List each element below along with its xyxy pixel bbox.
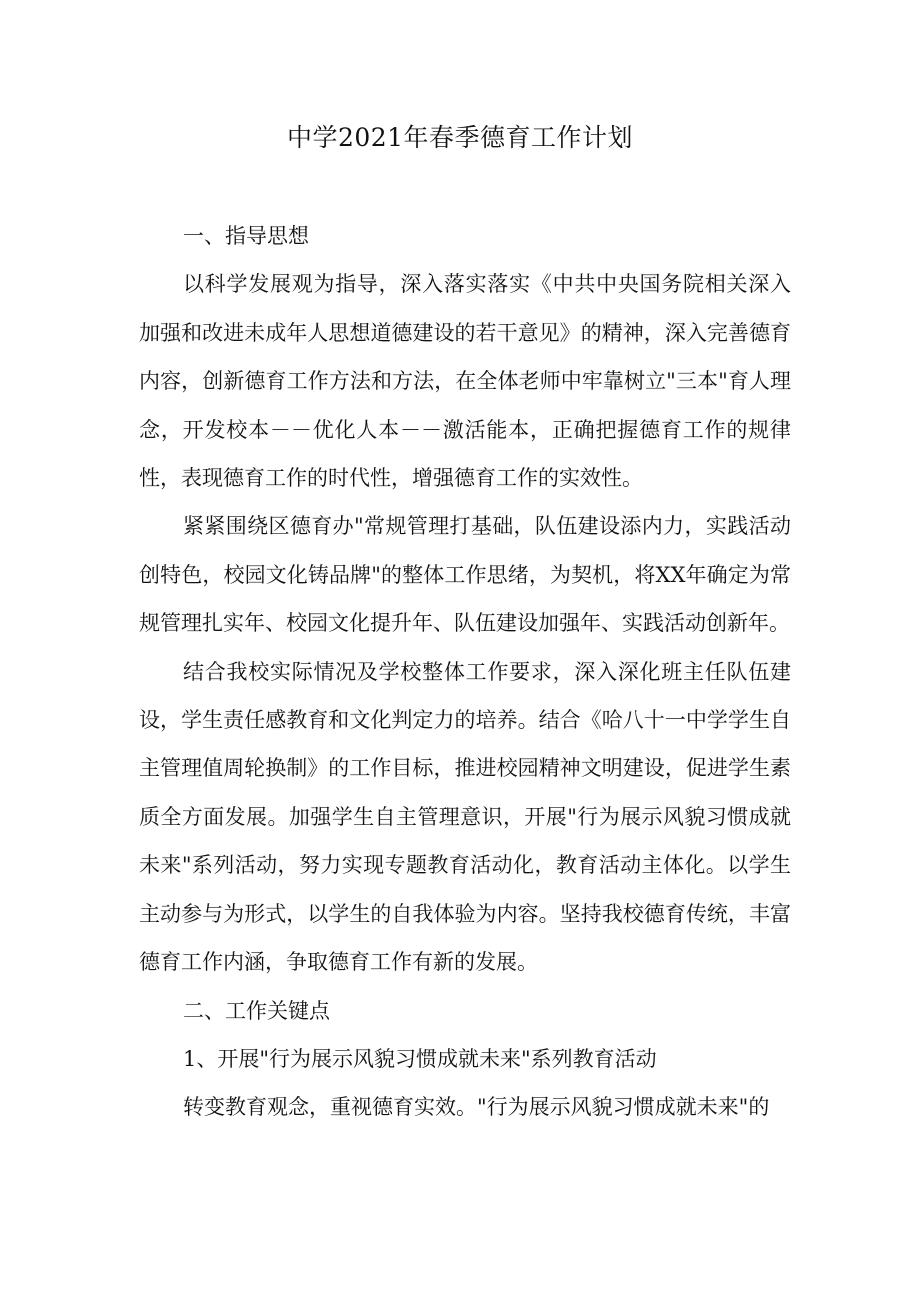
paragraph-work-themes: 紧紧围绕区德育办"常规管理打基础，队伍建设添内力，实践活动创特色，校园文化铸品牌"的整体工作思绪，为契机，将XX年确定为常规管理扎实年、校园文化提升年、队伍建设加强年、实践活动创新年。 (139, 514, 791, 636)
section-heading-key-points: 二、工作关键点 (183, 998, 330, 1023)
section-heading-guiding-ideology: 一、指导思想 (183, 224, 309, 248)
document-body (139, 212, 791, 1132)
document-title: 中学2021年春季德育工作计划 (286, 123, 634, 152)
paragraph-guiding-principle: 以科学发展观为指导，深入落实落实《中共中央国务院相关深入加强和改进未成年人思想道德建设的若干意见》的精神，深入完善德育内容，创新德育工作方法和方法，在全体老师中牢靠树立"三本"育人理念，开发校本－－优化人本－－激活能本，正确把握德育工作的规律性，表现德育工作的时代性，增强德育工作的实效性。 (139, 272, 791, 491)
paragraph-school-situation: 结合我校实际情况及学校整体工作要求，深入深化班主任队伍建设，学生责任感教育和文化判定力的培养。结合《哈八十一中学学生自主管理值周轮换制》的工作目标，推进校园精神文明建设，促进学生素质全方面发展。加强学生自主管理意识，开展"行为展示风貌习惯成就未来"系列活动，努力实现专题教育活动化，教育活动主体化。以学生主动参与为形式，以学生的自我体验为内容。坚持我校德育传统，丰富德育工作内涵，争取德育工作有新的发展。 (139, 659, 791, 975)
paragraph-education-concept: 转变教育观念，重视德育实效。"行为展示风貌习惯成就未来"的 (183, 1095, 770, 1120)
subsection-heading-activity-series: 1、开展"行为展示风貌习惯成就未来"系列教育活动 (183, 1046, 657, 1071)
